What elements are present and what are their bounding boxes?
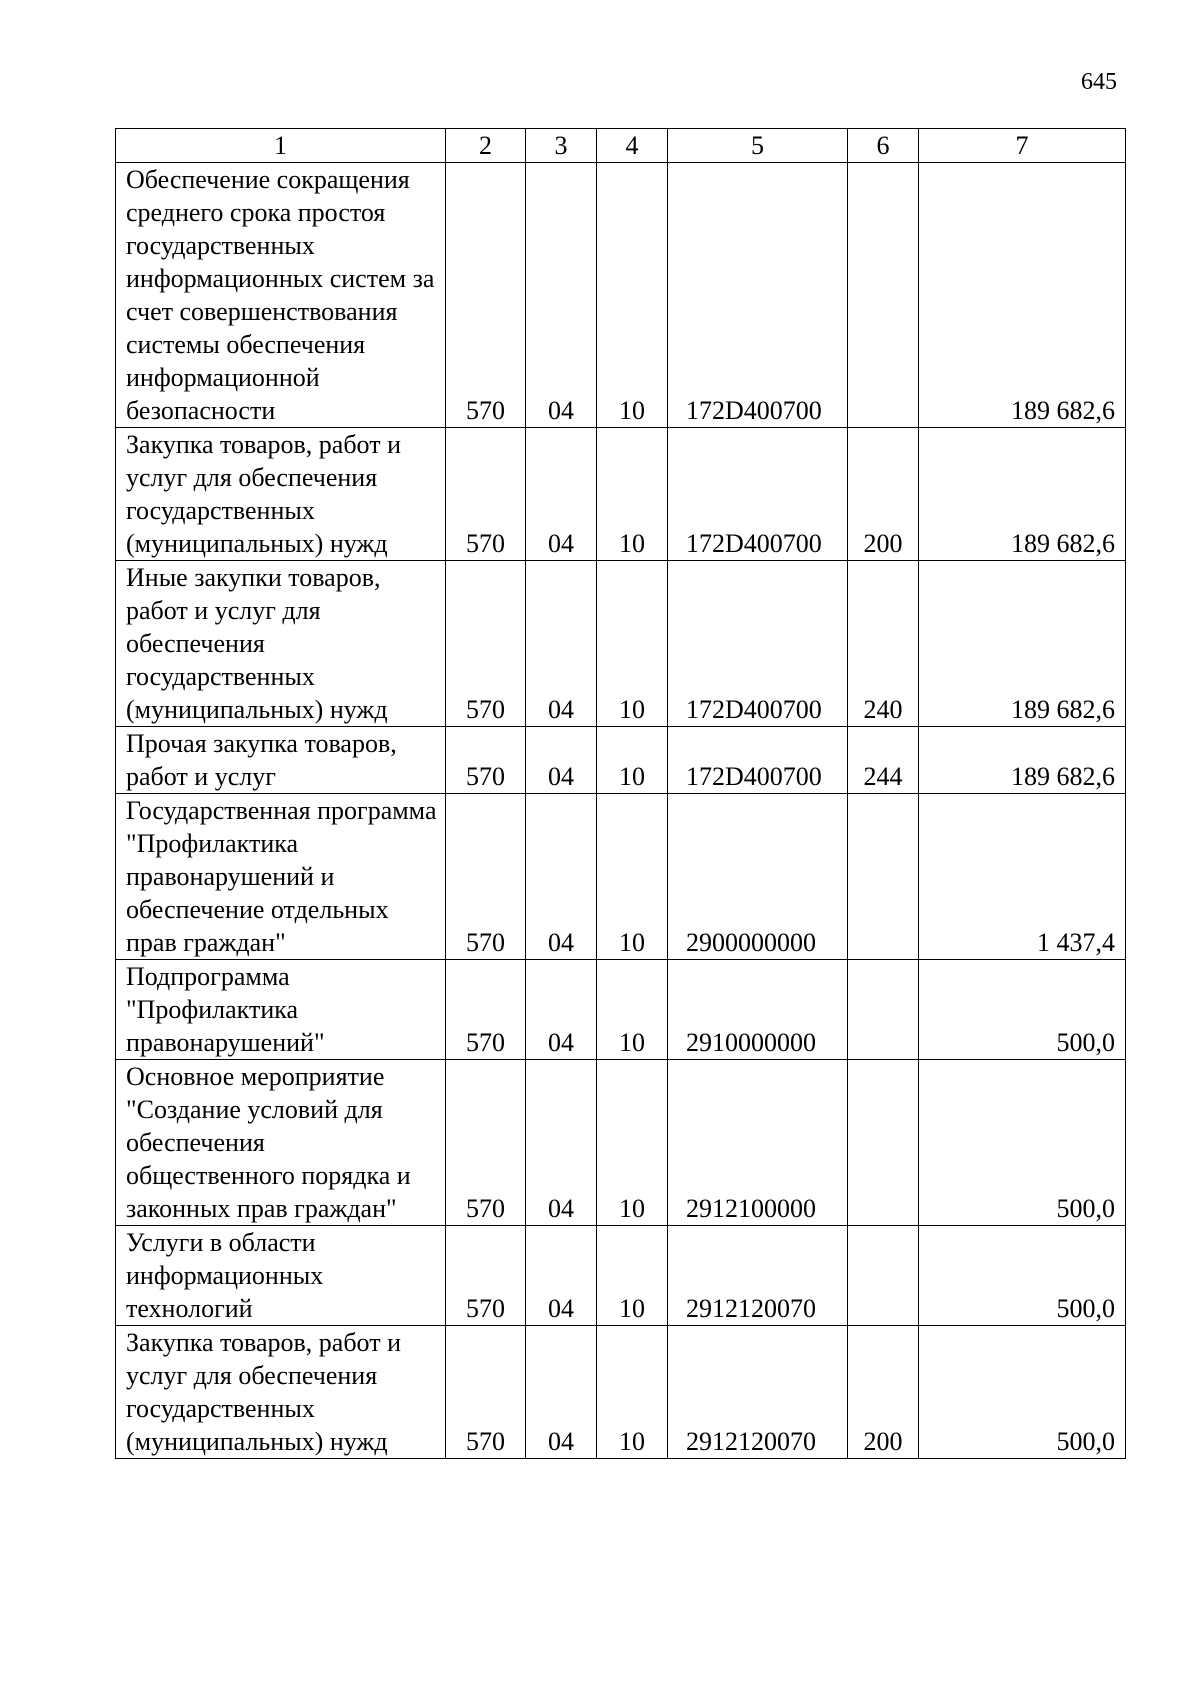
row-name-cell: Прочая закупка товаров, работ и услуг	[116, 727, 446, 794]
subsection-cell: 10	[597, 163, 668, 428]
admin-code-cell: 570	[446, 428, 526, 561]
column-header-7: 7	[919, 129, 1126, 163]
column-header-5: 5	[668, 129, 848, 163]
target-article-cell: 2910000000	[668, 960, 848, 1060]
table-row	[116, 428, 1126, 561]
table-row	[116, 960, 1126, 1060]
expense-type-cell	[848, 1060, 919, 1226]
expense-type-cell: 240	[848, 561, 919, 727]
amount-cell: 500,0	[919, 1060, 1126, 1226]
target-article-cell: 172D400700	[668, 727, 848, 794]
section-cell: 04	[526, 1326, 597, 1459]
target-article-cell: 2912120070	[668, 1226, 848, 1326]
subsection-cell: 10	[597, 1060, 668, 1226]
row-name-cell: Обеспечение сокращения среднего срока простоя государственных информационных систем за счет совершенствования системы обеспечения информационной безопасности	[116, 163, 446, 428]
column-header-6: 6	[848, 129, 919, 163]
table-row	[116, 163, 1126, 428]
admin-code-cell: 570	[446, 561, 526, 727]
subsection-cell: 10	[597, 794, 668, 960]
expense-type-cell: 244	[848, 727, 919, 794]
row-name-cell: Услуги в области информационных технологий	[116, 1226, 446, 1326]
target-article-cell: 172D400700	[668, 163, 848, 428]
table-header-row	[116, 129, 1126, 163]
expense-type-cell	[848, 794, 919, 960]
target-article-cell: 2900000000	[668, 794, 848, 960]
section-cell: 04	[526, 1060, 597, 1226]
section-cell: 04	[526, 428, 597, 561]
section-cell: 04	[526, 1226, 597, 1326]
row-name-cell: Основное мероприятие "Создание условий для обеспечения общественного порядка и законных прав граждан"	[116, 1060, 446, 1226]
amount-cell: 189 682,6	[919, 561, 1126, 727]
section-cell: 04	[526, 163, 597, 428]
expense-type-cell: 200	[848, 1326, 919, 1459]
row-name-cell: Закупка товаров, работ и услуг для обеспечения государственных (муниципальных) нужд	[116, 1326, 446, 1459]
admin-code-cell: 570	[446, 960, 526, 1060]
table-row	[116, 1326, 1126, 1459]
budget-table	[115, 128, 1126, 1459]
section-cell: 04	[526, 727, 597, 794]
expense-type-cell: 200	[848, 428, 919, 561]
amount-cell: 189 682,6	[919, 727, 1126, 794]
table-row	[116, 1226, 1126, 1326]
target-article-cell: 2912100000	[668, 1060, 848, 1226]
column-header-2: 2	[446, 129, 526, 163]
page-number: 645	[1081, 69, 1117, 95]
admin-code-cell: 570	[446, 794, 526, 960]
target-article-cell: 172D400700	[668, 428, 848, 561]
amount-cell: 1 437,4	[919, 794, 1126, 960]
table-row	[116, 794, 1126, 960]
target-article-cell: 2912120070	[668, 1326, 848, 1459]
admin-code-cell: 570	[446, 727, 526, 794]
expense-type-cell	[848, 163, 919, 428]
admin-code-cell: 570	[446, 163, 526, 428]
column-header-4: 4	[597, 129, 668, 163]
subsection-cell: 10	[597, 428, 668, 561]
amount-cell: 500,0	[919, 960, 1126, 1060]
expense-type-cell	[848, 960, 919, 1060]
column-header-3: 3	[526, 129, 597, 163]
subsection-cell: 10	[597, 561, 668, 727]
row-name-cell: Закупка товаров, работ и услуг для обеспечения государственных (муниципальных) нужд	[116, 428, 446, 561]
expense-type-cell	[848, 1226, 919, 1326]
target-article-cell: 172D400700	[668, 561, 848, 727]
admin-code-cell: 570	[446, 1326, 526, 1459]
row-name-cell: Иные закупки товаров, работ и услуг для обеспечения государственных (муниципальных) нужд	[116, 561, 446, 727]
amount-cell: 500,0	[919, 1226, 1126, 1326]
section-cell: 04	[526, 794, 597, 960]
admin-code-cell: 570	[446, 1060, 526, 1226]
amount-cell: 189 682,6	[919, 428, 1126, 561]
column-header-1: 1	[116, 129, 446, 163]
admin-code-cell: 570	[446, 1226, 526, 1326]
subsection-cell: 10	[597, 1326, 668, 1459]
row-name-cell: Государственная программа "Профилактика правонарушений и обеспечение отдельных прав граждан"	[116, 794, 446, 960]
subsection-cell: 10	[597, 960, 668, 1060]
subsection-cell: 10	[597, 1226, 668, 1326]
subsection-cell: 10	[597, 727, 668, 794]
section-cell: 04	[526, 561, 597, 727]
amount-cell: 500,0	[919, 1326, 1126, 1459]
section-cell: 04	[526, 960, 597, 1060]
table-row	[116, 561, 1126, 727]
table-row	[116, 1060, 1126, 1226]
amount-cell: 189 682,6	[919, 163, 1126, 428]
table-row	[116, 727, 1126, 794]
row-name-cell: Подпрограмма "Профилактика правонарушений"	[116, 960, 446, 1060]
